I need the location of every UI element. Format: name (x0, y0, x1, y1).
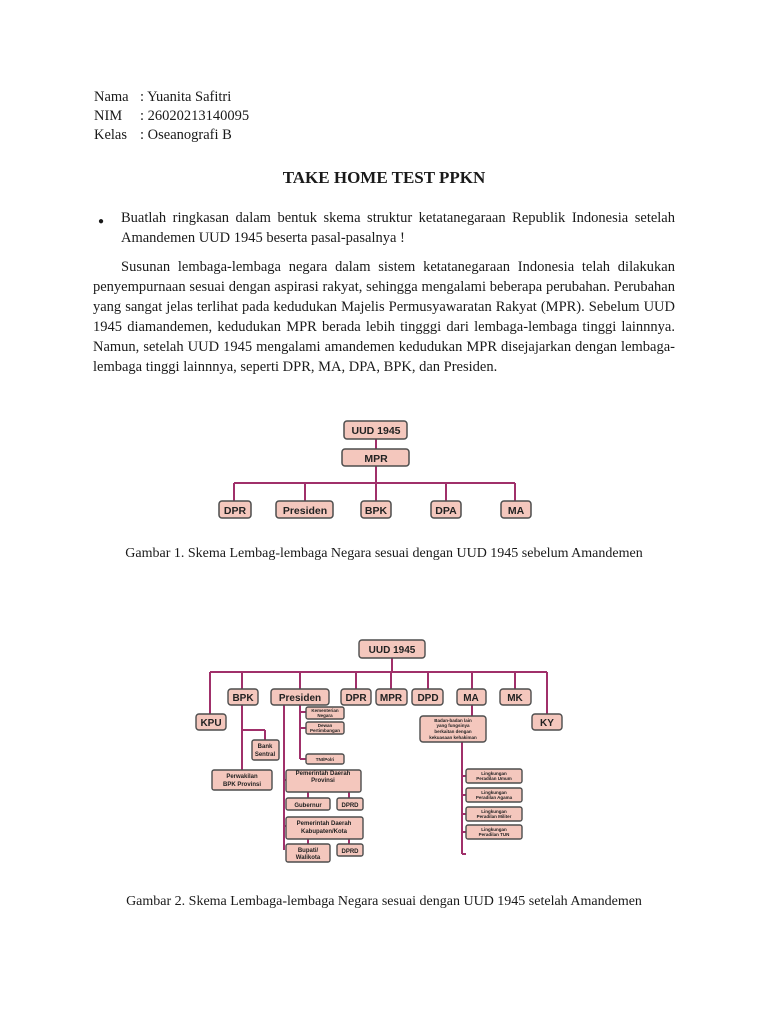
d2-ling-militer-label-1: Lingkungan (481, 809, 507, 814)
body-paragraph: Susunan lembaga-lembaga negara dalam sistem ketatanegaraan Indonesia telah dilakukan penyempurnaan sesuai dengan aspirasi rakyat, sehingga mengalami beberapa perubahan. Perubahan yang sangat jelas terlihat pada kedudukan Majelis Permusyawaratan Rakyat (MPR). Sebelum UUD 1945 diamandemen, kedudukan MPR berada lebih tingggi dari lembaga-lembaga tinggi lainnnya. Namun, setelah UUD 1945 mengalami amandemen kedudukan MPR disejajarkan dengan lembaga-lembaga tinggi lainnnya, seperti DPR, MA, DPA, BPK, dan Presiden. (93, 259, 675, 375)
d2-perwakilan-label-2: BPK Provinsi (222, 782, 262, 788)
d1-presiden-label: Presiden (282, 505, 328, 517)
student-name-row (94, 88, 231, 107)
d2-ling-tun-label-2: Peradilan TUN (478, 832, 510, 837)
d1-mpr-label: MPR (364, 453, 388, 465)
name-value: : Yuanita Safitri (140, 89, 232, 105)
d2-badan-label-2: yang fungsinya (436, 723, 470, 728)
d2-bank-label-1: Bank (257, 744, 273, 750)
d2-pemda-prov-label-1: Pemerintah Daerah (295, 771, 351, 777)
d2-pemda-kab-label-2: Kabupaten/Kota (300, 829, 348, 835)
d2-ling-agama-label-2: Peradilan Agama (475, 795, 513, 800)
d2-kpu-label: KPU (200, 718, 222, 729)
d2-ma-label: MA (463, 693, 479, 704)
d2-dpd-label: DPD (417, 693, 439, 704)
d1-dpr-label: DPR (223, 505, 247, 517)
d2-uud-label: UUD 1945 (368, 645, 416, 656)
class-label: Kelas (94, 127, 128, 143)
caption-figure-2: Gambar 2. Skema Lembaga-lembaga Negara sesuai dengan UUD 1945 setelah Amandemen (126, 894, 642, 909)
d1-ma-label: MA (507, 505, 525, 517)
caption-figure-1: Gambar 1. Skema Lembag-lembaga Negara sesuai dengan UUD 1945 sebelum Amandemen (125, 546, 643, 561)
d2-presiden-label: Presiden (278, 693, 322, 704)
d2-ky-label: KY (540, 718, 554, 729)
student-nim-row (94, 107, 249, 126)
d2-mk-label: MK (507, 693, 523, 704)
d2-ling-agama-label-1: Lingkungan (481, 790, 507, 795)
d1-dpa-label: DPA (435, 505, 457, 517)
d2-dpr-label: DPR (345, 693, 367, 704)
d2-pemda-prov-label-2: Provinsi (311, 778, 335, 784)
d2-dprd1-label: DPRD (341, 803, 359, 809)
d2-badan-label-1: Badan-badan lain (434, 718, 472, 723)
d2-badan-label-3: berkaitan dengan (434, 729, 472, 734)
d2-bupati-label-1: Bupati/ (297, 848, 319, 854)
d2-kementerian-label-2: Negara (317, 713, 333, 718)
d2-bpk-label: BPK (232, 693, 254, 704)
d2-badan-label-4: kekuasaan kehakiman (429, 735, 477, 740)
d2-ling-umum-label-2: Peradilan Umum (476, 776, 512, 781)
d2-gubernur-label: Gubernur (294, 803, 322, 809)
d1-uud-label: UUD 1945 (351, 425, 401, 437)
name-label: Nama (94, 89, 129, 105)
d2-dewan-label-1: Dewan (317, 723, 333, 728)
d2-bank-label-2: Sentral (254, 752, 276, 758)
nim-value: : 26020213140095 (140, 108, 250, 124)
d2-perwakilan-label-1: Perwakilan (226, 774, 258, 780)
document-title: TAKE HOME TEST PPKN (282, 168, 486, 187)
d2-pemda-kab-label-1: Pemerintah Daerah (296, 821, 352, 827)
d2-mpr-label: MPR (379, 693, 403, 704)
nim-label: NIM (94, 108, 123, 124)
d2-kementerian-label-1: Kementerian (311, 708, 339, 713)
bullet-icon: ● (98, 216, 105, 227)
d1-bpk-label: BPK (364, 505, 388, 517)
diagram-before-amendment (0, 412, 768, 524)
d2-ling-militer-label-2: Peradilan Militer (476, 814, 512, 819)
d2-ling-tun-label-1: Lingkungan (481, 827, 507, 832)
student-class-row (94, 126, 232, 145)
class-value: : Oseanografi B (140, 127, 232, 143)
d2-bupati-label-2: Walikota (295, 855, 321, 861)
d2-tni-label: TNI/Polri (315, 757, 335, 762)
d2-dprd2-label: DPRD (341, 849, 359, 855)
d2-dewan-label-2: Pertimbangan (309, 728, 341, 733)
diagram-after-amendment (0, 630, 768, 870)
question-text: Buatlah ringkasan dalam bentuk skema struktur ketatanegaraan Republik Indonesia setelah Amandemen UUD 1945 beserta pasal-pasalnya ! (121, 210, 675, 246)
d2-ling-umum-label-1: Lingkungan (481, 771, 507, 776)
